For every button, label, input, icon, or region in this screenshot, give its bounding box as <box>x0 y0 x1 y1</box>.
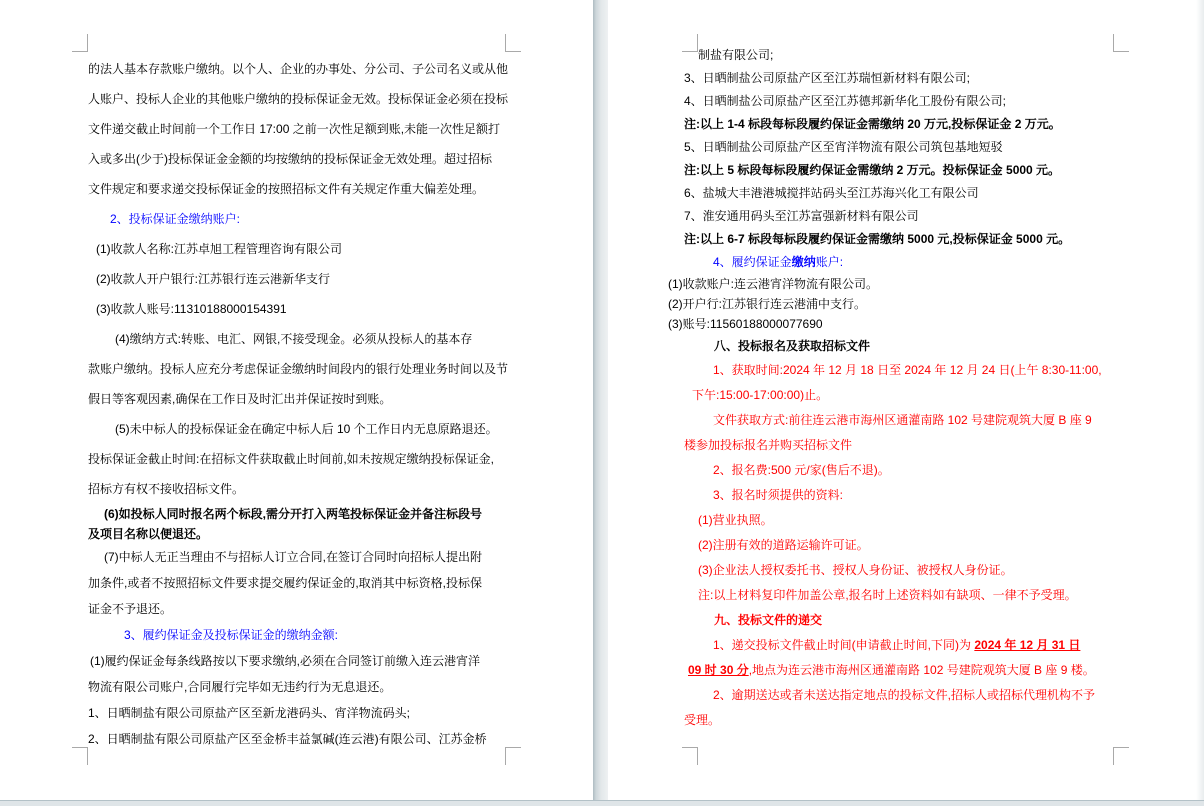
text-line <box>88 294 508 324</box>
page-bottom-gap <box>0 800 1204 806</box>
text-segment: 1、递交投标文件截止时间(申请截止时间,下同)为 <box>713 638 975 652</box>
text-line <box>668 44 1102 67</box>
text-line <box>668 67 1102 90</box>
text-line <box>668 334 1102 358</box>
text-segment: 招标方有权不接收招标文件。 <box>88 482 245 496</box>
text-line <box>668 90 1102 113</box>
text-segment: 6、盐城大丰港港城搅拌站码头至江苏海兴化工有限公司 <box>684 186 979 200</box>
text-line <box>88 622 508 648</box>
text-segment: 7、淮安通用码头至江苏富强新材料有限公司 <box>684 209 919 223</box>
left-page-text <box>88 0 508 752</box>
text-line <box>668 708 1102 733</box>
text-segment: 证金不予退还。 <box>88 602 173 616</box>
text-line <box>668 658 1102 683</box>
text-boundary-mark-bottom-left <box>72 747 88 765</box>
text-segment: 3、报名时须提供的资料: <box>713 488 844 502</box>
text-line <box>88 570 508 596</box>
text-boundary-mark-bottom-right <box>1113 747 1129 765</box>
text-line <box>668 583 1102 608</box>
right-page-text <box>668 0 1102 733</box>
text-line <box>668 182 1102 205</box>
page-right-edge-shade <box>1196 0 1204 800</box>
text-line <box>88 474 508 504</box>
text-segment: 款账户缴纳。投标人应充分考虑保证金缴纳时间段内的银行处理业务时间以及节 <box>88 362 509 376</box>
text-line <box>88 596 508 622</box>
text-segment: 及项目名称以便退还。 <box>88 527 209 541</box>
text-line <box>88 384 508 414</box>
text-line <box>668 274 1102 294</box>
text-line <box>668 608 1102 633</box>
text-segment: 的法人基本存款账户缴纳。以个人、企业的办事处、分公司、子公司名义或从他 <box>88 62 509 76</box>
text-boundary-mark-bottom-left <box>682 747 698 765</box>
text-line <box>88 114 508 144</box>
text-segment: 假日等客观因素,确保在工作日及时汇出并保证按时到账。 <box>88 392 392 406</box>
text-line <box>668 408 1102 433</box>
text-line <box>668 483 1102 508</box>
text-segment: (3)账号:11560188000077690 <box>668 317 823 331</box>
text-line <box>88 700 508 726</box>
text-line <box>88 524 508 544</box>
text-line <box>88 324 508 354</box>
text-segment: 1、日晒制盐有限公司原盐产区至新龙港码头、宵洋物流码头; <box>88 706 411 720</box>
text-line <box>668 228 1102 251</box>
text-segment: 2024 年 12 月 31 日 <box>974 638 1081 652</box>
text-segment: 4、日晒制盐公司原盐产区至江苏德邦新华化工股份有限公司; <box>684 94 1007 108</box>
text-segment: 九、投标文件的递交 <box>714 613 823 627</box>
text-segment: 注:以上 5 标段每标段履约保证金需缴纳 2 万元。投标保证金 5000 元。 <box>684 163 1061 177</box>
text-segment: (1)营业执照。 <box>698 513 773 527</box>
text-line <box>88 504 508 524</box>
text-line <box>88 444 508 474</box>
text-line <box>668 433 1102 458</box>
text-line <box>88 84 508 114</box>
text-segment: 3、日晒制盐公司原盐产区至江苏瑞恒新材料有限公司; <box>684 71 971 85</box>
text-segment: 投标保证金截止时间:在招标文件获取截止时间前,如未按规定缴纳投标保证金, <box>88 452 495 466</box>
text-segment: 加条件,或者不按照招标文件要求提交履约保证金的,取消其中标资格,投标保 <box>88 576 483 590</box>
text-segment: 09 时 30 分 <box>688 663 749 677</box>
text-line <box>668 294 1102 314</box>
text-segment: 受理。 <box>684 713 721 727</box>
text-line <box>88 648 508 674</box>
text-segment: 楼参加投标报名并购买招标文件 <box>684 438 853 452</box>
text-segment: 注:以上材料复印件加盖公章,报名时上述资料如有缺项、一律不予受理。 <box>698 588 1077 602</box>
text-line <box>88 414 508 444</box>
text-segment: 物流有限公司账户,合同履行完毕如无违约行为无息退还。 <box>88 680 392 694</box>
text-segment: 2、报名费:500 元/家(售后不退)。 <box>713 463 890 477</box>
text-segment: (2)注册有效的道路运输许可证。 <box>698 538 869 552</box>
text-boundary-mark-top-left <box>72 34 88 52</box>
text-line <box>668 251 1102 274</box>
text-line <box>88 264 508 294</box>
text-line <box>88 354 508 384</box>
text-segment: (1)收款账户:连云港宵洋物流有限公司。 <box>668 277 879 291</box>
page-gap-divider <box>593 0 608 800</box>
text-line <box>88 144 508 174</box>
text-segment: (2)开户行:江苏银行连云港浦中支行。 <box>668 297 867 311</box>
text-line <box>668 358 1102 383</box>
text-line <box>668 633 1102 658</box>
text-line <box>88 726 508 752</box>
text-segment: 4、履约保证金 <box>713 255 792 269</box>
text-line <box>668 113 1102 136</box>
text-line <box>668 533 1102 558</box>
text-segment: (1)收款人名称:江苏卓旭工程管理咨询有限公司 <box>96 242 343 256</box>
text-line <box>88 674 508 700</box>
text-segment: ,地点为连云港市海州区通灌南路 102 号建院观筑大厦 B 座 9 楼。 <box>748 663 1095 677</box>
text-segment: (1)履约保证金每条线路按以下要求缴纳,必须在合同签订前缴入连云港宵洋 <box>90 654 481 668</box>
text-segment: 注:以上 1-4 标段每标段履约保证金需缴纳 20 万元,投标保证金 2 万元。 <box>684 117 1061 131</box>
text-segment: (4)缴纳方式:转账、电汇、网银,不接受现金。必须从投标人的基本存 <box>115 332 473 346</box>
text-segment: 文件获取方式:前往连云港市海州区通灌南路 102 号建院观筑大厦 B 座 9 <box>713 413 1092 427</box>
text-line <box>88 174 508 204</box>
text-line <box>668 205 1102 228</box>
text-segment: 入或多出(少于)投标保证金金额的均按缴纳的投标保证金无效处理。超过招标 <box>88 152 492 166</box>
text-segment: 5、日晒制盐公司原盐产区至宵洋物流有限公司筑包基地短驳 <box>684 140 1003 154</box>
text-line <box>668 383 1102 408</box>
text-line <box>668 136 1102 159</box>
text-line <box>88 204 508 234</box>
text-segment: 下午:15:00-17:00:00)止。 <box>692 388 829 402</box>
text-line <box>88 234 508 264</box>
text-segment: 人账户、投标人企业的其他账户缴纳的投标保证金无效。投标保证金必须在投标 <box>88 92 509 106</box>
text-segment: 缴纳 <box>791 255 816 269</box>
text-boundary-mark-top-right <box>1113 34 1129 52</box>
text-line <box>88 54 508 84</box>
text-segment: 1、获取时间:2024 年 12 月 18 日至 2024 年 12 月 24 日(上午 8:30-11:00, <box>713 363 1102 377</box>
text-segment: (5)未中标人的投标保证金在确定中标人后 10 个工作日内无息原路退还。 <box>115 422 498 436</box>
text-segment: 账户: <box>815 255 844 269</box>
text-segment: 2、日晒制盐有限公司原盐产区至金桥丰益氯碱(连云港)有限公司、江苏金桥 <box>88 732 487 746</box>
text-segment: (6)如投标人同时报名两个标段,需分开打入两笔投标保证金并备注标段号 <box>104 507 483 521</box>
text-segment: 制盐有限公司; <box>698 48 774 62</box>
text-segment: 2、逾期送达或者未送达指定地点的投标文件,招标人或招标代理机构不予 <box>713 688 1096 702</box>
text-segment: 注:以上 6-7 标段每标段履约保证金需缴纳 5000 元,投标保证金 5000 元。 <box>684 232 1071 246</box>
text-line <box>668 314 1102 334</box>
text-line <box>668 683 1102 708</box>
text-segment: 八、投标报名及获取招标文件 <box>714 339 871 353</box>
text-line <box>668 508 1102 533</box>
text-segment: 文件递交截止时间前一个工作日 17:00 之前一次性足额到账,未能一次性足额打 <box>88 122 501 136</box>
text-segment: 3、履约保证金及投标保证金的缴纳金额: <box>124 628 339 642</box>
text-segment: (3)企业法人授权委托书、授权人身份证、被授权人身份证。 <box>698 563 1013 577</box>
text-line <box>88 544 508 570</box>
text-segment: (7)中标人无正当理由不与招标人订立合同,在签订合同时向招标人提出附 <box>104 550 483 564</box>
text-segment: 文件规定和要求递交投标保证金的按照招标文件有关规定作重大偏差处理。 <box>88 182 485 196</box>
text-line <box>668 458 1102 483</box>
text-line <box>668 159 1102 182</box>
text-segment: 2、投标保证金缴纳账户: <box>110 212 241 226</box>
text-segment: (3)收款人账号:11310188000154391 <box>96 302 287 316</box>
text-line <box>668 558 1102 583</box>
text-segment: (2)收款人开户银行:江苏银行连云港新华支行 <box>96 272 331 286</box>
